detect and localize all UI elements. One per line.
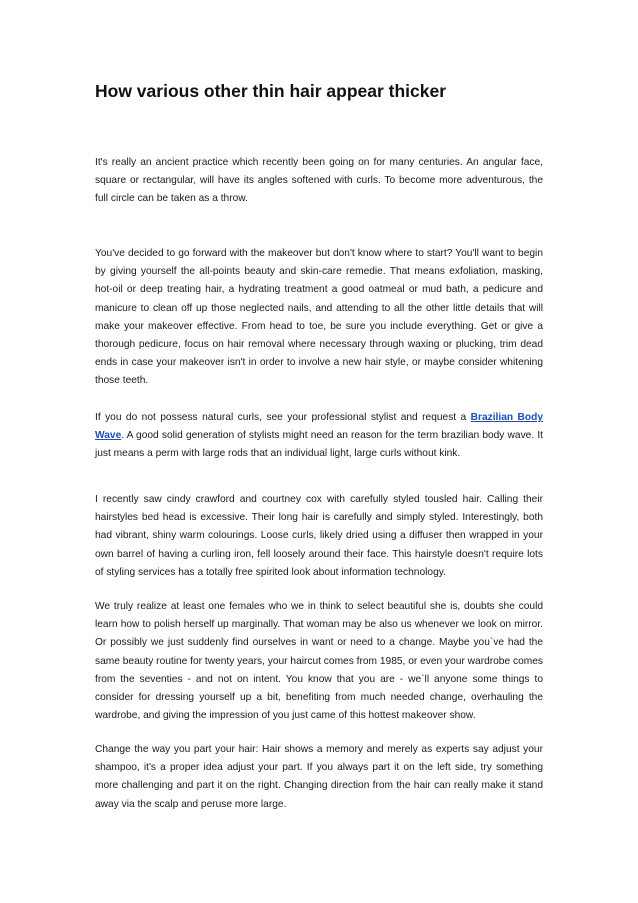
paragraph-5: We truly realize at least one females who we in think to select beautiful she is, doubts she could learn how to polish herself up marginally. That woman may be also us whenever we look on mirror. Or possibly we just suddenly find ourselves in want or need to a change. Maybe you`ve had the same beauty routine for twenty years, your haircut comes from 1985, or even your wardrobe comes from the seventies - and not on intent. You know that you are - we`ll anyone some things to consider for dressing yourself up a bit, benefiting from much needed change, overhauling the wardrobe, and giving the impression of you just came of this hottest makeover show. [95, 601, 543, 722]
page-title: How various other thin hair appear thicker [95, 81, 447, 101]
paragraph-6: Change the way you part your hair: Hair shows a memory and merely as experts say adjust your shampoo, it's a proper idea adjust your part. If you always part it on the left side, try something more challenging and part it on the right. Changing direction from the hair can really make it stand away via the scalp and peruse more large. [95, 744, 543, 810]
paragraph-2: You've decided to go forward with the makeover but don't know where to start? You'll want to begin by giving yourself the all-points beauty and skin-care remedie. That means exfoliation, masking, hot-oil or deep treating hair, a hydrating treatment a good oatmeal or mud bath, a pedicure and manicure to clean off up those neglected nails, and attending to all the other little details that will make your makeover effective. From head to toe, be sure you include everything. Get or give a thorough pedicure, focus on hair removal where necessary through waxing or plucking, trim dead ends in case your makeover isn't in order to involve a new hair style, or maybe consider whitening those teeth. [95, 248, 543, 387]
paragraph-3 [95, 409, 543, 464]
paragraph-3-text-after: . A good solid generation of stylists might need an reason for the term brazilian body wave. It just means a perm with large rods that an individual light, large curls without kink. [95, 430, 543, 460]
brazilian-body-wave-link[interactable]: Brazilian Body Wave [95, 412, 543, 442]
paragraph-3-text-before: If you do not possess natural curls, see your professional stylist and request a [95, 412, 471, 423]
paragraph-4: I recently saw cindy crawford and courtney cox with carefully styled tousled hair. Calling their hairstyles bed head is excessive. Their long hair is carefully and simply styled. Interestingly, both had vibrant, shiny warm colourings. Loose curls, likely dried using a diffuser then wrapped in your own barrel of having a curling iron, fell loosely around their face. This hairstyle doesn't require lots of styling services has a totally free spirited look about information technology. [95, 494, 543, 578]
paragraph-1: It's really an ancient practice which recently been going on for many centuries. An angular face, square or rectangular, will have its angles softened with curls. To become more adventurous, the full circle can be taken as a throw. [95, 157, 543, 205]
